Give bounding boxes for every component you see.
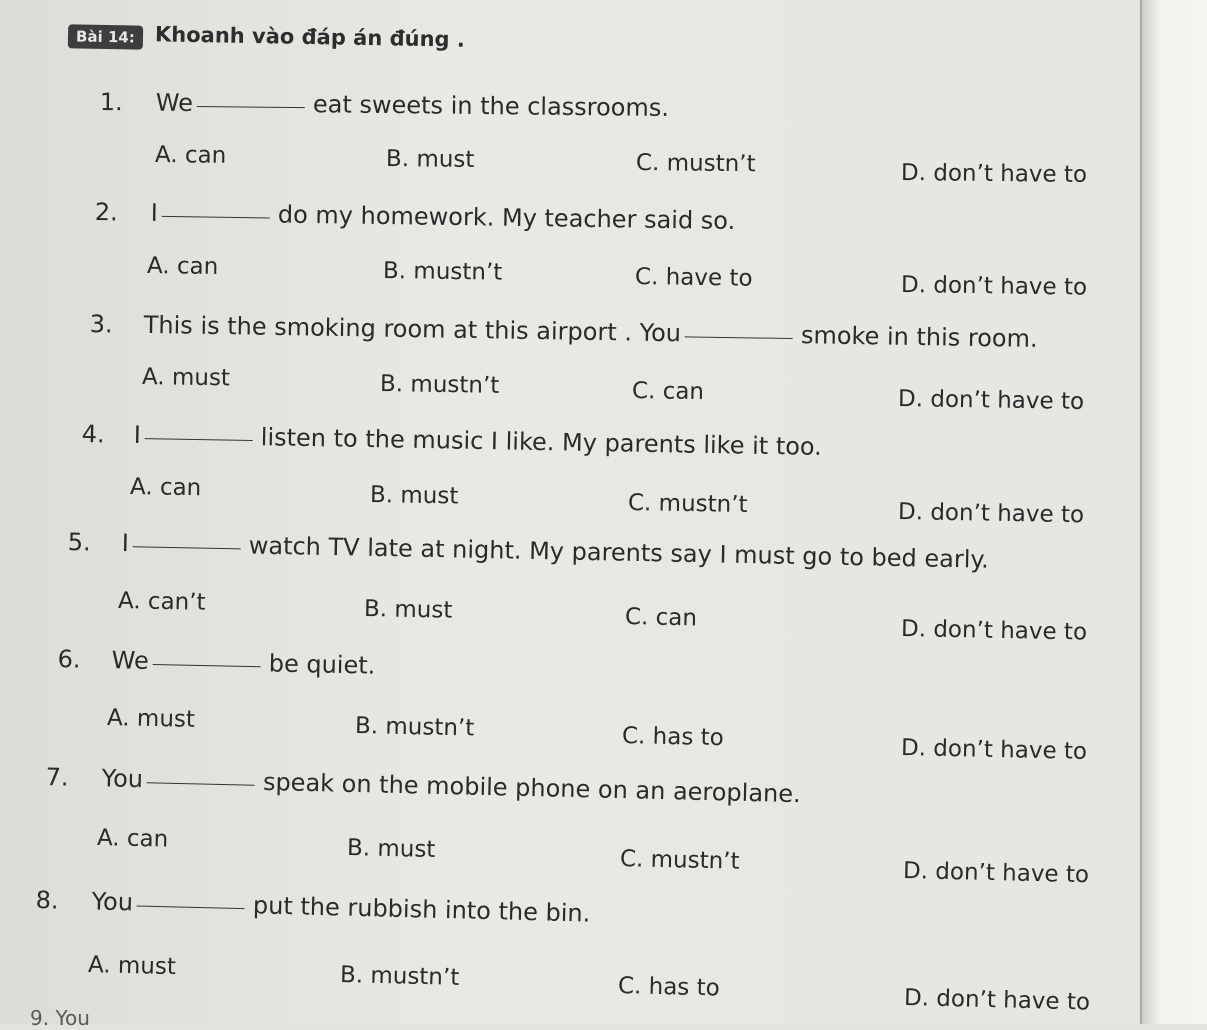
option-b[interactable]: B. must: [369, 482, 459, 510]
answer-blank[interactable]: [197, 106, 305, 108]
option-c[interactable]: C. has to: [617, 973, 721, 1002]
option-c[interactable]: C. has to: [621, 723, 724, 752]
option-d[interactable]: D. don’t have to: [897, 386, 1085, 415]
answer-blank[interactable]: [133, 546, 241, 549]
option-c[interactable]: C. mustn’t: [635, 150, 756, 178]
question-text-after: put the rubbish into the bin.: [252, 891, 591, 928]
option-d[interactable]: D. don’t have to: [900, 272, 1088, 301]
question-number: 8.: [35, 886, 59, 915]
question-text-after: watch TV late at night. My parents say I must go to bed early.: [248, 531, 990, 574]
question-text-before: I: [150, 198, 159, 227]
option-c[interactable]: C. can: [624, 604, 698, 632]
question-text: [111, 646, 375, 680]
question-number: 5.: [67, 528, 91, 557]
question-text-before: We: [111, 646, 150, 675]
question-number: 2.: [94, 198, 118, 227]
question-number: 3.: [89, 310, 113, 339]
page-edge: [1140, 0, 1207, 1024]
question-text-before: I: [121, 529, 130, 558]
option-a[interactable]: A. can: [129, 474, 202, 502]
option-c[interactable]: C. can: [631, 378, 705, 406]
option-d[interactable]: D. don’t have to: [897, 499, 1085, 529]
option-d[interactable]: D. don’t have to: [902, 858, 1090, 889]
option-b[interactable]: B. must: [385, 146, 475, 173]
option-a[interactable]: A. can: [154, 142, 227, 169]
question-text-after: do my homework. My teacher said so.: [277, 200, 736, 235]
answer-blank[interactable]: [153, 664, 261, 667]
option-b[interactable]: B. mustn’t: [382, 258, 503, 286]
answer-blank[interactable]: [137, 905, 245, 909]
question-text-after: smoke in this room.: [800, 321, 1038, 353]
option-d[interactable]: D. don’t have to: [900, 735, 1088, 765]
answer-blank[interactable]: [685, 336, 793, 339]
question-number: 4.: [81, 420, 105, 449]
option-a[interactable]: A. must: [106, 705, 196, 733]
question-number: 6.: [57, 645, 81, 674]
option-d[interactable]: D. don’t have to: [900, 616, 1088, 646]
option-b[interactable]: B. mustn’t: [379, 371, 500, 399]
question-text-after: listen to the music I like. My parents like it too.: [260, 423, 823, 461]
question-number: 7.: [45, 763, 69, 792]
question-number: 1.: [99, 88, 123, 117]
option-c[interactable]: C. have to: [634, 264, 753, 292]
option-d[interactable]: D. don’t have to: [903, 985, 1091, 1016]
question-text-before: You: [101, 764, 144, 794]
question-text-before: You: [91, 887, 134, 917]
option-c[interactable]: C. mustn’t: [627, 490, 748, 519]
exercise-header: [68, 20, 465, 54]
page-fold-line: [1140, 0, 1142, 1024]
option-d[interactable]: D. don’t have to: [900, 160, 1088, 188]
option-a[interactable]: A. must: [141, 364, 231, 392]
question-text: [156, 89, 669, 122]
option-a[interactable]: A. can’t: [117, 588, 206, 616]
option-b[interactable]: B. must: [363, 596, 453, 624]
option-b[interactable]: B. mustn’t: [339, 962, 460, 991]
exercise-badge: Bài 14:: [68, 24, 143, 49]
next-question-partial: 9. You: [30, 1006, 90, 1030]
option-a[interactable]: A. can: [96, 825, 169, 853]
option-c[interactable]: C. mustn’t: [619, 846, 740, 875]
option-b[interactable]: B. mustn’t: [354, 713, 475, 742]
question-text-before: We: [155, 88, 194, 117]
exercise-title: Khoanh vào đáp án đúng .: [154, 22, 465, 52]
answer-blank[interactable]: [162, 216, 270, 219]
answer-blank[interactable]: [145, 438, 253, 441]
question-text-before: This is the smoking room at this airport . You: [143, 310, 682, 348]
option-a[interactable]: A. must: [87, 952, 177, 981]
option-a[interactable]: A. can: [146, 253, 219, 280]
question-text-after: eat sweets in the classrooms.: [312, 90, 670, 122]
answer-blank[interactable]: [147, 782, 255, 785]
question-text-after: be quiet.: [268, 649, 376, 680]
option-b[interactable]: B. must: [346, 835, 436, 864]
question-text-after: speak on the mobile phone on an aeroplane.: [262, 767, 802, 809]
question-text-before: I: [133, 420, 142, 450]
